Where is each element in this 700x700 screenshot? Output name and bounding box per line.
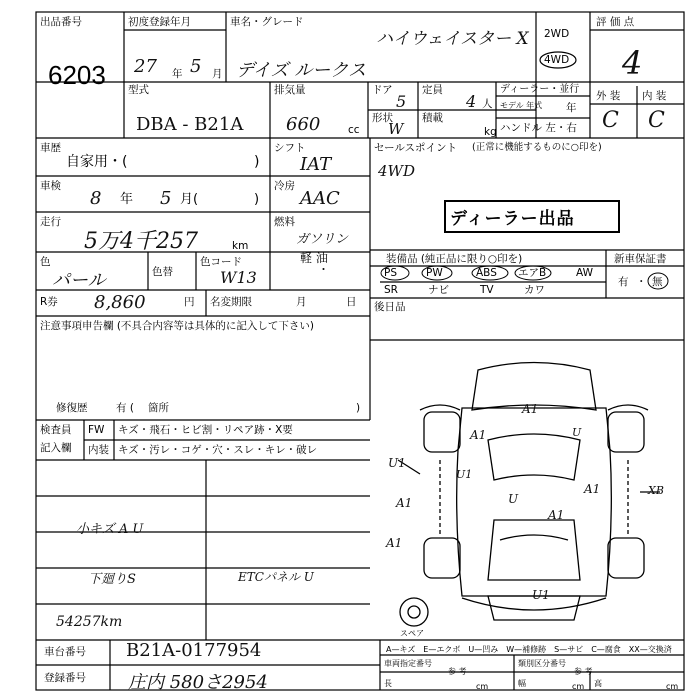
warranty-yes: 有: [618, 276, 629, 288]
month-unit: 月: [212, 68, 223, 80]
lot-label: 出品番号: [40, 16, 82, 28]
capacity-value: 4: [466, 92, 477, 111]
history-close: ): [254, 154, 260, 170]
doors-value: 5: [396, 92, 407, 111]
color-code-value: W13: [220, 268, 257, 287]
fw-label: FW: [88, 424, 105, 436]
repaint-label: 色替: [152, 266, 173, 278]
damage-mark: XB: [648, 484, 664, 497]
inspection-month-unit: 月(: [180, 192, 199, 207]
history-value: 自家用・(: [66, 154, 128, 170]
recycle-unit: 円: [184, 296, 195, 308]
inspector-label: 検査員: [40, 424, 72, 436]
chassis-label: 車台番号: [44, 646, 86, 658]
displacement-unit: cc: [348, 124, 360, 136]
ac-label: 冷房: [274, 180, 295, 192]
fuel-diesel: 軽 油: [300, 251, 328, 265]
length-label: 長: [384, 679, 392, 688]
doors-label: ドア: [372, 84, 393, 96]
damage-mark: U: [572, 426, 582, 439]
first-registration-label: 初度登録年月: [128, 16, 191, 28]
damage-mark: A1: [386, 536, 403, 550]
damage-mark: U: [508, 492, 519, 506]
fuel-gasoline: ガソリン: [296, 232, 349, 247]
drive-4wd: 4WD: [544, 54, 570, 66]
dealer-label: ディーラー・並行: [500, 84, 580, 95]
displacement-value: 660: [286, 114, 321, 135]
color-label: 色: [40, 256, 51, 268]
mileage-label: 走行: [40, 216, 61, 228]
warranty-no: 無: [652, 276, 663, 288]
dealer-stamp: ディーラー出品: [444, 200, 620, 233]
damage-mark: A1: [522, 402, 539, 416]
fuel-dot: ・: [318, 263, 329, 276]
ac-value: AAC: [300, 188, 340, 209]
inspection-year: 8: [90, 188, 102, 209]
exterior-grade: C: [602, 108, 619, 133]
damage-mark: A1: [584, 482, 601, 496]
car-grade-label: 車名・グレード: [230, 16, 304, 28]
shift-label: シフト: [274, 142, 306, 154]
interior-check-text: キズ・汚レ・コゲ・穴・スレ・キレ・破レ: [118, 444, 318, 456]
selling-point-label: セールスポイント: [374, 142, 458, 154]
shape-value: W: [388, 120, 404, 138]
damage-mark: U1: [532, 588, 550, 602]
selling-point-value: 4WD: [378, 162, 415, 180]
inspection-close: ): [254, 192, 260, 207]
score-label: 評 価 点: [596, 16, 635, 28]
capacity-unit: 人: [482, 98, 493, 110]
name-change-month: 月: [296, 296, 307, 308]
equip-navi: ナビ: [428, 284, 449, 296]
model-value: DBA - B21A: [136, 114, 244, 135]
recycle-label: R券: [40, 296, 58, 308]
interior-label: 内 装: [642, 90, 667, 102]
recycle-value: 8,860: [94, 292, 146, 313]
repair-value: 有 (: [116, 402, 134, 414]
length-unit: cm: [476, 682, 489, 691]
equip-tv: TV: [480, 284, 494, 296]
model-year-label: モデル 年式: [500, 101, 543, 110]
damage-mark: U1: [388, 456, 406, 470]
name-change-label: 名変期限: [210, 296, 252, 308]
displacement-label: 排気量: [274, 84, 306, 96]
warranty-dot: ・: [636, 276, 647, 288]
width-unit: cm: [572, 682, 585, 691]
mileage-value: 5万4千257: [84, 229, 198, 254]
equip-abs: ABS: [476, 267, 497, 279]
first-registration-month: 5: [190, 56, 202, 77]
history-label: 車歴: [40, 142, 61, 154]
drive-2wd: 2WD: [544, 28, 570, 40]
inspector-note-2: 下廻りS: [88, 572, 136, 587]
warranty-label: 新車保証書: [614, 253, 667, 265]
equip-aw: AW: [576, 267, 593, 279]
equip-ps: PS: [384, 267, 397, 279]
exterior-label: 外 装: [596, 90, 621, 102]
repair-label: 修復歴: [56, 402, 88, 414]
score-value: 4: [622, 44, 643, 82]
plate-value: 庄内 580さ2954: [128, 672, 268, 693]
interior-grade: C: [648, 108, 665, 133]
load-unit: kg: [484, 126, 497, 138]
equip-pw: PW: [426, 267, 443, 279]
shift-value: IAT: [300, 154, 332, 175]
later-label: 後日品: [374, 301, 406, 313]
inspection-label: 車検: [40, 180, 61, 192]
chassis-value: B21A-0177954: [126, 640, 262, 661]
interior-check-label: 内装: [88, 444, 109, 456]
inspection-year-unit: 年: [120, 192, 134, 207]
height-unit: cm: [666, 682, 679, 691]
name-change-day: 日: [346, 296, 357, 308]
plate-label: 登録番号: [44, 672, 86, 684]
spare-tire-label: スペア: [400, 629, 424, 638]
equip-airbag: エアB: [518, 267, 547, 279]
inspector-note-3: ETCパネル U: [238, 570, 314, 584]
fuel-label: 燃料: [274, 216, 295, 228]
type-label: 類別区分番号: [518, 659, 566, 668]
model-label: 型式: [128, 84, 149, 96]
damage-legend: A—キズ E—エクボ U—凹み W—補修跡 S—サビ C—腐食 XX—交換済: [386, 645, 672, 654]
shape-label: 形状: [372, 112, 393, 124]
model-year-unit: 年: [566, 102, 577, 114]
color-code-label: 色コード: [200, 256, 242, 268]
inspector-entry-label: 記入欄: [40, 442, 72, 454]
cert-ref: 参 考: [448, 667, 467, 676]
capacity-label: 定員: [422, 84, 443, 96]
car-name-value: デイズ ルークス: [236, 60, 367, 81]
equipment-label: 装備品 (純正品に限り○印を): [386, 253, 523, 265]
repair-field: 箇所: [148, 402, 169, 414]
first-registration-year: 27: [134, 56, 157, 77]
damage-mark: A1: [548, 508, 565, 522]
handle-label: ハンドル 左・右: [500, 122, 577, 134]
selling-point-note: (正常に機能するものに○印を): [472, 142, 602, 153]
equip-sr: SR: [384, 284, 398, 296]
cert-label: 車両指定番号: [384, 659, 432, 668]
load-label: 積載: [422, 112, 443, 124]
mileage-unit: km: [232, 240, 249, 252]
repair-close: ): [356, 402, 361, 414]
fw-text: キズ・飛石・ヒビ割・リペア跡・X要: [118, 424, 293, 436]
year-unit: 年: [172, 68, 183, 80]
lot-number: 6203: [48, 60, 106, 90]
height-label: 高: [594, 679, 602, 688]
color-value: パール: [52, 270, 106, 291]
notes-header: 注意事項申告欄 (不具合内容等は具体的に記入して下さい): [40, 320, 315, 332]
inspection-month: 5: [160, 188, 172, 209]
width-label: 幅: [518, 679, 526, 688]
damage-mark: U1: [456, 468, 473, 481]
inspector-note-4: 54257km: [56, 614, 123, 630]
equip-leather: カワ: [524, 284, 545, 296]
damage-mark: A1: [396, 496, 413, 510]
damage-mark: A1: [470, 428, 487, 442]
type-ref: 参 考: [574, 667, 593, 676]
grade-value: ハイウェイスター X: [376, 29, 529, 49]
inspector-note-1: 小キズ A U: [76, 522, 144, 537]
